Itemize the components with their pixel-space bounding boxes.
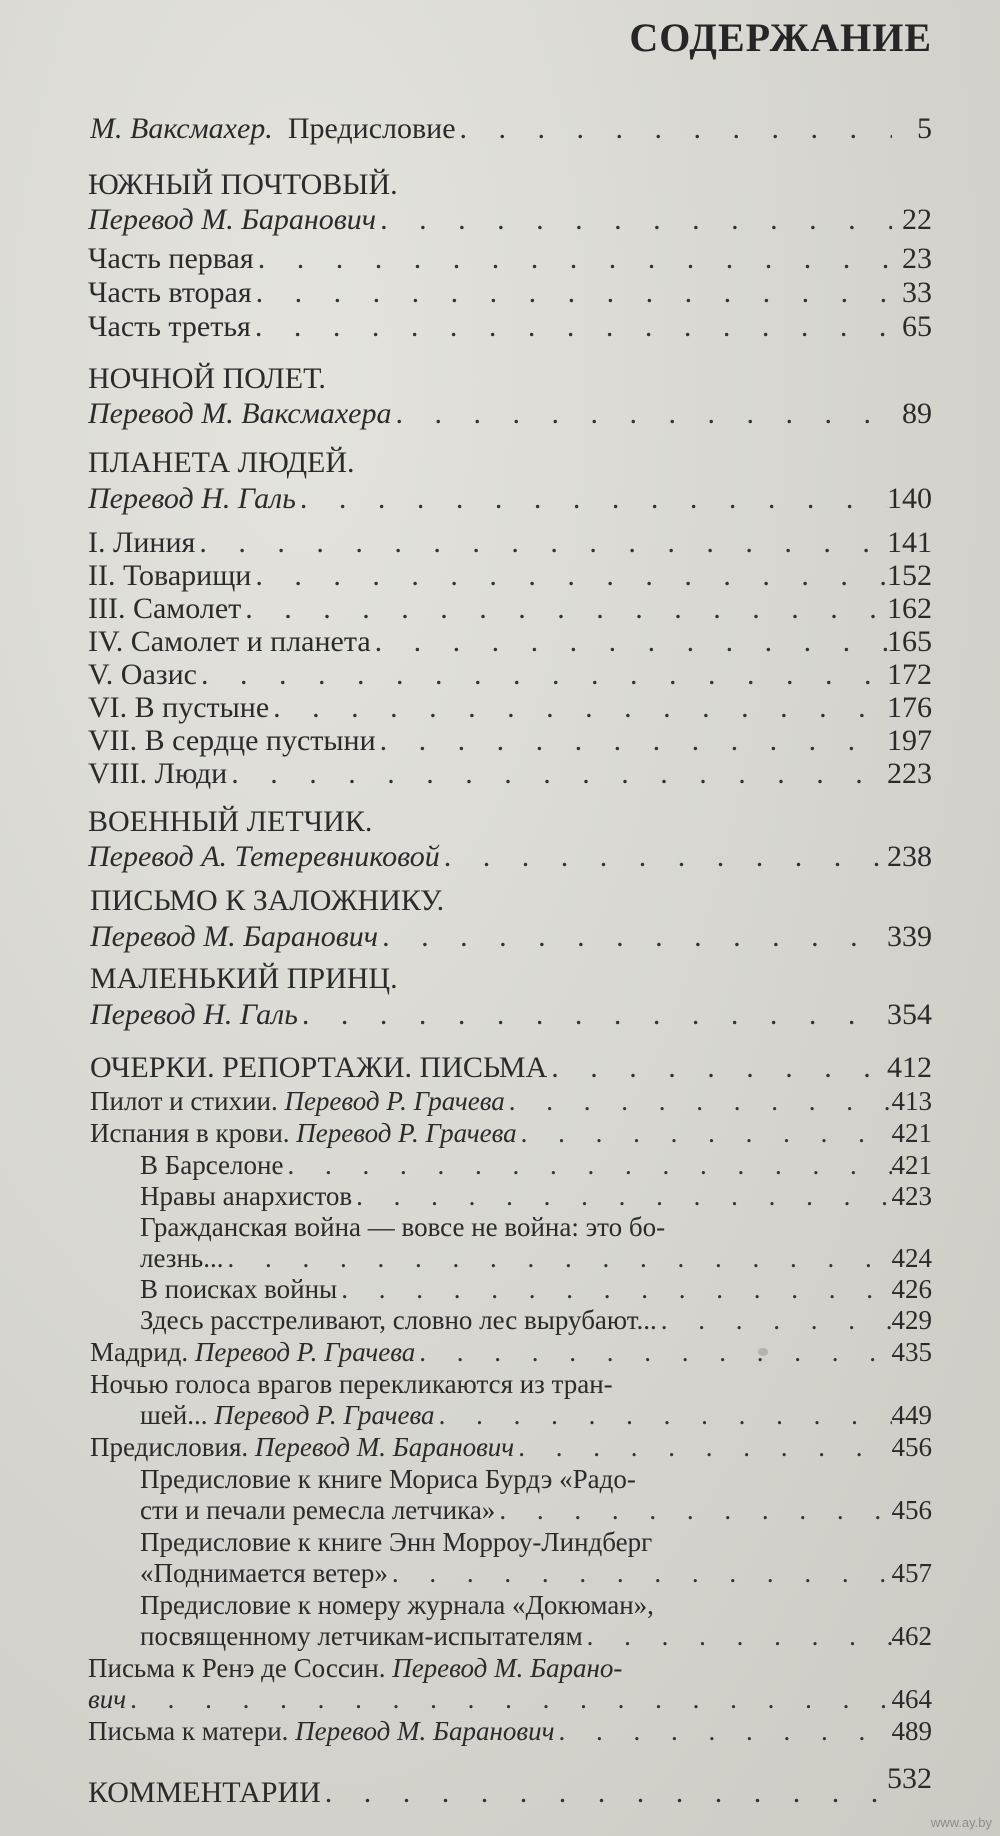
paper-stain (758, 1348, 768, 1356)
toc-entry-essay (90, 1337, 932, 1367)
toc-entry-translator (90, 920, 932, 954)
entry-label: I. Линия (88, 526, 196, 559)
leader-dots (337, 1274, 891, 1304)
leader-dots (352, 1181, 891, 1211)
leader-dots (456, 112, 892, 146)
entry-label: Часть вторая (88, 276, 252, 309)
leader-dots (435, 1400, 892, 1430)
page-number: 424 (891, 1243, 932, 1273)
entry-label-line: Гражданская война — вовсе не война: это бо- (140, 1212, 666, 1242)
toc-entry-comments (88, 1762, 932, 1810)
leader-dots (517, 1118, 892, 1148)
leader-dots (321, 1776, 887, 1810)
entry-label: IV. Самолет и планета (88, 625, 371, 658)
toc-entry-essay (88, 1716, 932, 1746)
toc-entry-part (88, 310, 932, 344)
toc-entry-preface (90, 112, 932, 146)
toc-entry-subessay (140, 1243, 932, 1273)
page-number: 162 (887, 592, 932, 625)
page-number: 89 (902, 397, 932, 430)
page-number: 421 (891, 1118, 932, 1148)
page-number: 339 (887, 920, 932, 953)
work-title: ЮЖНЫЙ ПОЧТОВЫЙ. (88, 168, 398, 201)
toc-entry-essay (88, 1684, 932, 1714)
toc-entry-translator (88, 482, 932, 516)
leader-dots (547, 1051, 887, 1085)
page-number: 140 (887, 482, 932, 515)
toc-entry-chapter (88, 658, 932, 692)
entry-label: Испания в крови. Перевод Р. Грачева (90, 1118, 517, 1148)
toc-entry-subessay (140, 1558, 932, 1588)
entry-label: V. Оазис (88, 658, 197, 691)
leader-dots (392, 397, 892, 431)
toc-entry-part (88, 242, 932, 276)
work-title: ПЛАНЕТА ЛЮДЕЙ. (88, 446, 355, 479)
leader-dots (378, 920, 887, 954)
page-number: 421 (891, 1150, 932, 1180)
work-title: ВОЕННЫЙ ЛЕТЧИК. (88, 805, 373, 838)
section-title: КОММЕНТАРИИ (88, 1776, 321, 1809)
page-number: 532 (887, 1762, 932, 1795)
page-number: 456 (891, 1432, 932, 1462)
entry-label: вич (88, 1684, 127, 1714)
leader-dots (251, 310, 892, 344)
toc-entry-subessay (140, 1150, 932, 1180)
leader-dots (371, 625, 887, 659)
work-title: НОЧНОЙ ПОЛЕТ. (88, 362, 326, 395)
entry-label: Предисловия. Перевод М. Баранович (90, 1432, 515, 1462)
translator: Перевод Н. Галь (90, 998, 298, 1031)
leader-dots (223, 1243, 891, 1273)
entry-label: VI. В пустыне (88, 691, 270, 724)
toc-entry-essay (140, 1400, 932, 1430)
entry-label: лезнь... (140, 1243, 224, 1273)
page-number: 456 (891, 1495, 932, 1525)
translator: Перевод М. Баранович (90, 920, 379, 953)
translator: Перевод М. Баранович (88, 203, 377, 236)
page-number: 413 (891, 1086, 932, 1116)
entry-label: В Барселоне (140, 1150, 284, 1180)
page-number: 165 (887, 625, 932, 658)
entry-label: Часть первая (88, 242, 254, 275)
translator: Перевод Н. Галь (88, 482, 296, 515)
toc-entry-translator (88, 397, 932, 431)
page-number: 152 (887, 559, 932, 592)
entry-label-line: Ночью голоса врагов перекликаются из тран- (90, 1369, 613, 1399)
leader-dots (514, 1432, 891, 1462)
toc-entry-chapter (88, 724, 932, 758)
page-number: 176 (887, 691, 932, 724)
toc-entry-essay (90, 1432, 932, 1462)
toc-entry-subessay (140, 1495, 932, 1525)
page-number: 33 (902, 276, 932, 309)
toc-entry-essay (90, 1118, 932, 1148)
entry-label: Письма к матери. Перевод М. Баранович (88, 1716, 555, 1746)
toc-entry-translator (88, 203, 932, 237)
leader-dots (269, 691, 887, 725)
preface-author: М. Ваксмахер. (90, 112, 273, 145)
entry-label: Пилот и стихии. Перевод Р. Грачева (90, 1086, 505, 1116)
page-number: 412 (887, 1051, 932, 1084)
leader-dots (241, 592, 887, 626)
entry-label: «Поднимается ветер» (140, 1558, 388, 1588)
entry-label: VII. В сердце пустыни (88, 724, 376, 757)
toc-entry-subessay (140, 1621, 932, 1651)
leader-dots (583, 1621, 892, 1651)
section-title: ОЧЕРКИ. РЕПОРТАЖИ. ПИСЬМА (90, 1051, 548, 1084)
toc-entry-translator (88, 840, 932, 874)
entry-label: Нравы анархистов (140, 1181, 353, 1211)
leader-dots (195, 526, 887, 560)
toc-entry-chapter (88, 526, 932, 560)
leader-dots (252, 276, 892, 310)
leader-dots (283, 1150, 891, 1180)
page-number: 23 (902, 242, 932, 275)
toc-entry-subessay (140, 1181, 932, 1211)
leader-dots (415, 1337, 891, 1367)
leader-dots (296, 482, 887, 516)
translator: Перевод М. Ваксмахера (88, 397, 392, 430)
page-number: 457 (891, 1558, 932, 1588)
page-number: 238 (887, 840, 932, 873)
page-number: 489 (891, 1716, 932, 1746)
toc-entry-subessay (140, 1274, 932, 1304)
page-number: 435 (891, 1337, 932, 1367)
toc-entry-section (90, 1051, 932, 1085)
entry-label-line: Предисловие к номеру журнала «Докюман», (140, 1590, 654, 1620)
page-number: 464 (891, 1684, 932, 1714)
page-number: 462 (891, 1621, 932, 1651)
preface-title: Предисловие (287, 112, 456, 145)
toc-entry-part (88, 276, 932, 310)
entry-label: шей... Перевод Р. Грачева (140, 1400, 435, 1430)
toc-entry-chapter (88, 592, 932, 626)
page-number: 197 (887, 724, 932, 757)
entry-label: В поисках войны (140, 1274, 338, 1304)
toc-entry-subessay (140, 1305, 932, 1335)
page-number: 449 (891, 1400, 932, 1430)
toc-entry-translator (90, 998, 932, 1032)
toc-entry-chapter (88, 559, 932, 593)
work-title: МАЛЕНЬКИЙ ПРИНЦ. (90, 962, 398, 995)
translator: Перевод А. Тетеревниковой (88, 840, 440, 873)
entry-label-line: Предисловие к книге Энн Морроу-Линдберг (140, 1527, 653, 1557)
leader-dots (440, 840, 887, 874)
entry-label: VIII. Люди (88, 757, 228, 790)
leader-dots (197, 658, 887, 692)
page-number: 223 (887, 757, 932, 790)
entry-label: II. Товарищи (88, 559, 252, 592)
leader-dots (495, 1495, 891, 1525)
page-number: 22 (902, 203, 932, 236)
entry-label-line: Письма к Ренэ де Соссин. Перевод М. Барано- (88, 1653, 623, 1683)
toc-entry-essay (90, 1086, 932, 1116)
entry-label (90, 112, 456, 146)
page-title: СОДЕРЖАНИЕ (629, 15, 932, 60)
leader-dots (376, 724, 887, 758)
page-number: 429 (891, 1305, 932, 1335)
entry-label-line: Предисловие к книге Мориса Бурдэ «Радо- (140, 1464, 636, 1494)
page-number: 65 (902, 310, 932, 343)
leader-dots (126, 1684, 891, 1714)
page-number: 172 (887, 658, 932, 691)
leader-dots (554, 1716, 891, 1746)
page-number: 5 (917, 112, 932, 145)
watermark: www.ay.by (930, 1815, 992, 1830)
entry-label: посвященному летчикам-испытателям (140, 1621, 583, 1651)
leader-dots (388, 1558, 892, 1588)
toc-entry-chapter (88, 625, 932, 659)
leader-dots (254, 242, 892, 276)
leader-dots (298, 998, 887, 1032)
leader-dots (505, 1086, 892, 1116)
entry-label: сти и печали ремесла летчика» (140, 1495, 496, 1525)
page-number: 141 (887, 526, 932, 559)
page-number: 423 (891, 1181, 932, 1211)
leader-dots (657, 1305, 892, 1335)
page-number: 426 (891, 1274, 932, 1304)
entry-label: Мадрид. Перевод Р. Грачева (90, 1337, 416, 1367)
toc-entry-chapter (88, 691, 932, 725)
entry-label: Часть третья (88, 310, 251, 343)
leader-dots (376, 203, 892, 237)
leader-dots (227, 757, 887, 791)
leader-dots (251, 559, 887, 593)
page-number: 354 (887, 998, 932, 1031)
entry-label: III. Самолет (88, 592, 242, 625)
entry-label: Здесь расстреливают, словно лес вырубают... (140, 1305, 657, 1335)
work-title: ПИСЬМО К ЗАЛОЖНИКУ. (90, 884, 445, 917)
toc-entry-chapter (88, 757, 932, 791)
